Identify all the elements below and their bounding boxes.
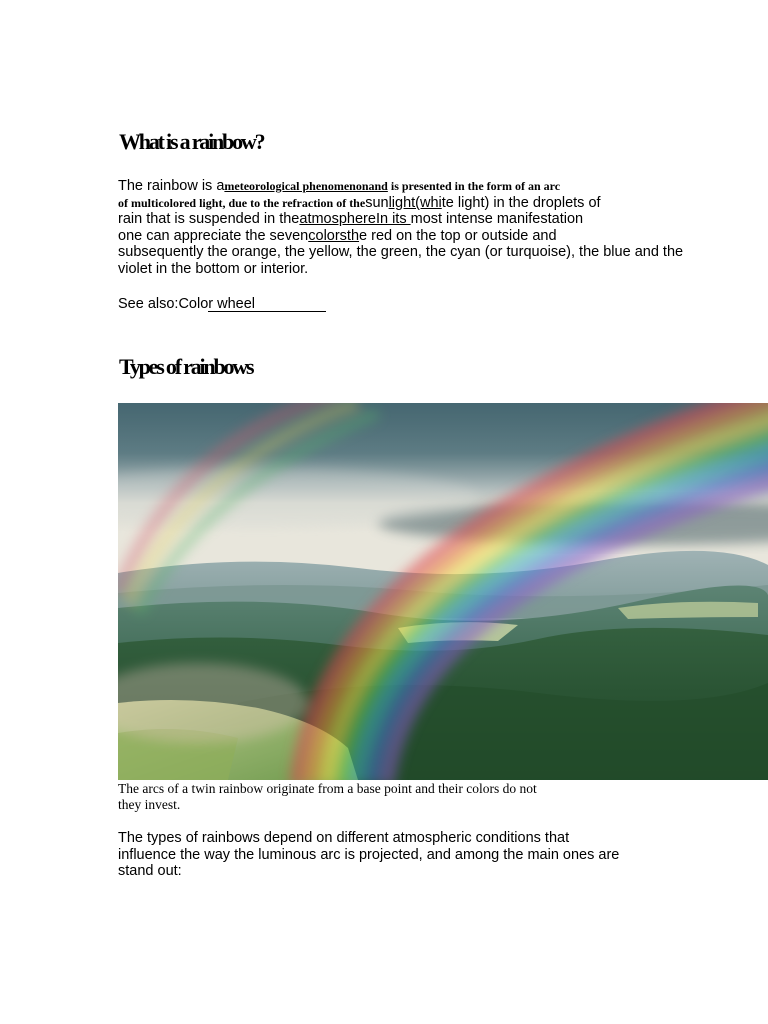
rainbow-definition-paragraph: The rainbow is ameteorological phenomenonand is presented in the form of an arc of multicolored light, due to the refraction of thesunlight(white light) in the droplets of rain that is suspended in theatmosphereIn its most intense manifestation one can appreciate the sevencolorsthe red on the top or outside and subsequently the orange, the yellow, the green, the cyan (or turquoise), the blue and the violet in the bottom or interior. xyxy=(118,178,684,277)
image-caption: The arcs of a twin rainbow originate from a base point and their colors do not they invest. xyxy=(118,781,537,812)
link-color-wheel[interactable]: r wheel xyxy=(208,297,326,312)
link-colors[interactable]: colorsth xyxy=(308,227,360,244)
section-heading-types-of-rainbows: Types of rainbows xyxy=(119,354,253,379)
see-also-line: See also:Color wheel xyxy=(118,296,326,312)
rainbow-landscape-image xyxy=(118,403,768,780)
link-atmosphere[interactable]: atmosphereIn its xyxy=(299,211,411,228)
link-meteorological-phenomenon[interactable]: meteorological phenomenon xyxy=(224,179,369,193)
types-paragraph: The types of rainbows depend on different atmospheric conditions that influence the way the luminous arc is projected, and among the main ones are stand out: xyxy=(118,830,620,880)
link-sunlight[interactable]: light(whi xyxy=(388,194,442,211)
section-heading-what-is-rainbow: What is a rainbow? xyxy=(119,129,264,154)
